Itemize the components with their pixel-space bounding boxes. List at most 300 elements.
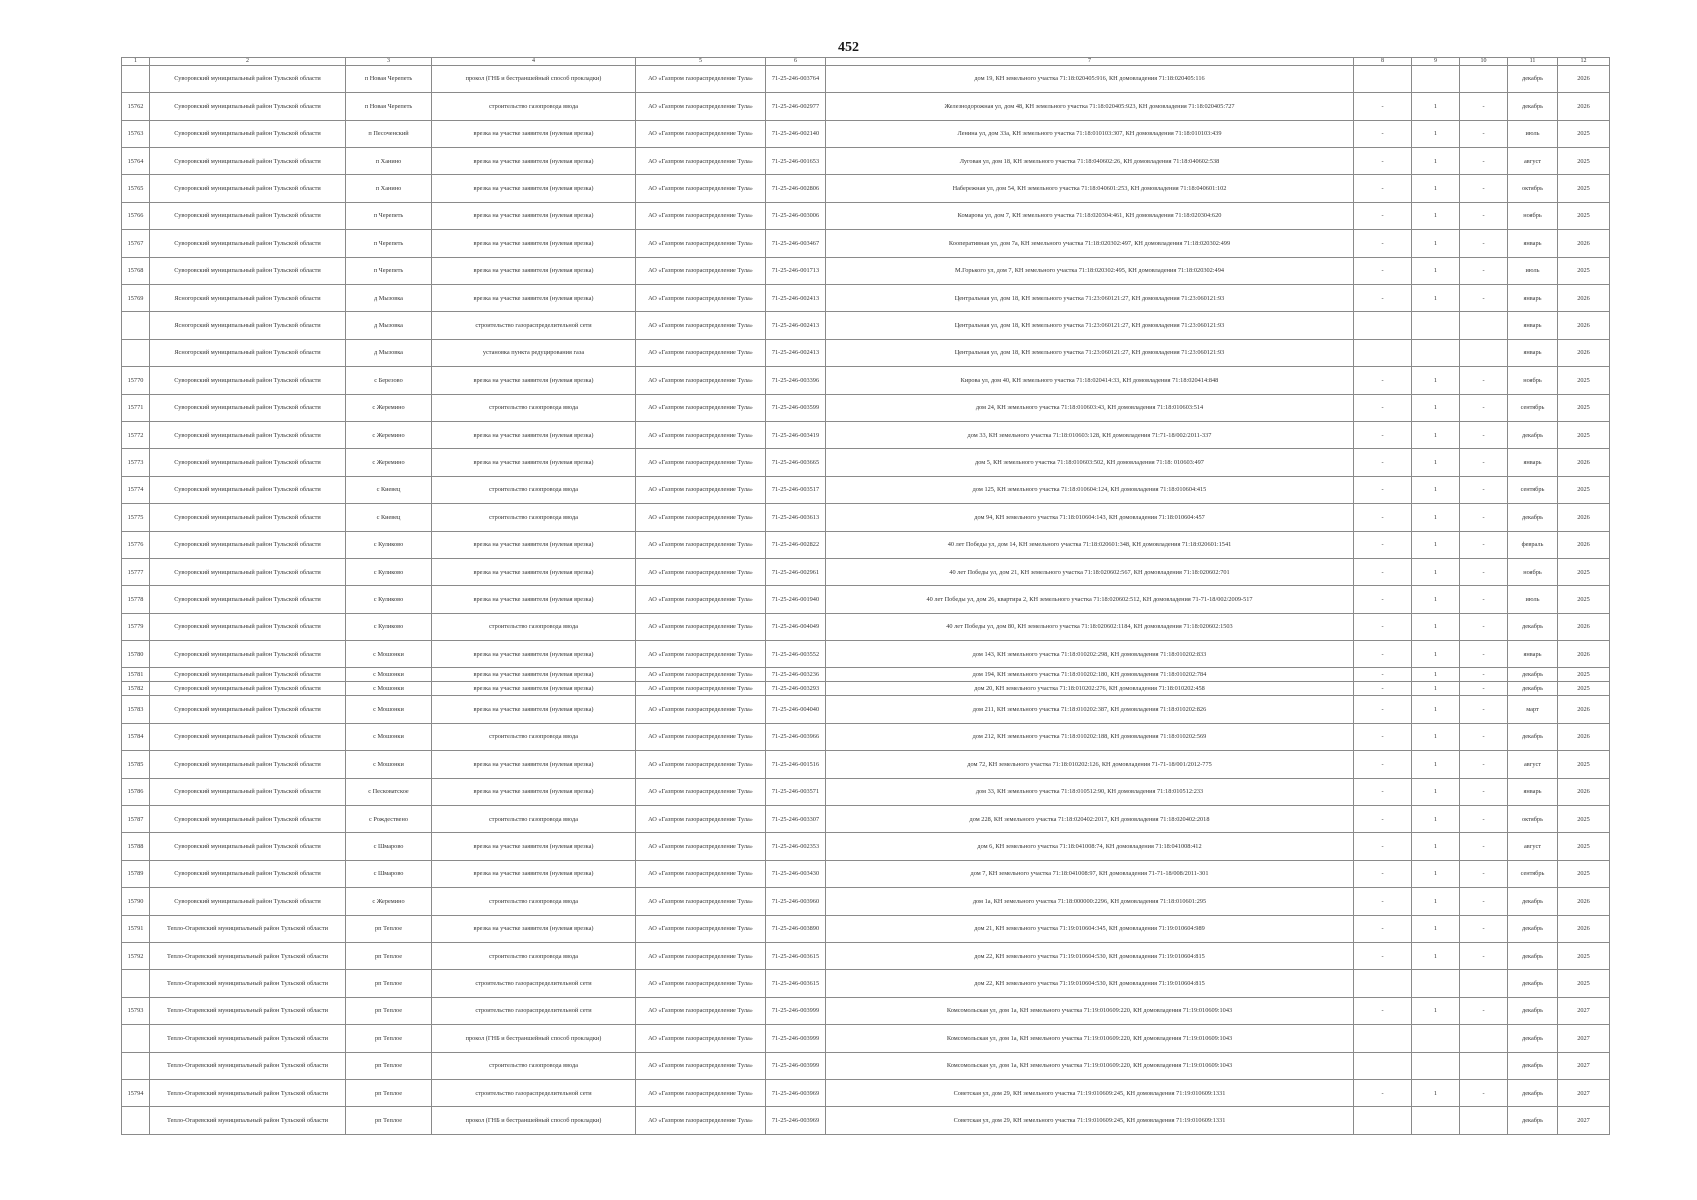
cell-col-9: 1 xyxy=(1412,778,1460,805)
cell-year: 2026 xyxy=(1558,449,1610,476)
cell-col-9: 1 xyxy=(1412,668,1460,682)
cell-col-9: 1 xyxy=(1412,641,1460,668)
cell-organization: АО «Газпром газораспределение Тула» xyxy=(636,230,766,257)
cell-organization: АО «Газпром газораспределение Тула» xyxy=(636,1052,766,1079)
cell-year: 2026 xyxy=(1558,696,1610,723)
cell-application-number: 71-25-246-001516 xyxy=(766,751,826,778)
table-row xyxy=(122,641,1610,668)
cell-col-10: - xyxy=(1460,943,1508,970)
cell-col-8 xyxy=(1354,1052,1412,1079)
cell-application-number: 71-25-246-003615 xyxy=(766,970,826,997)
cell-application-number: 71-25-246-002413 xyxy=(766,285,826,312)
table-row xyxy=(122,915,1610,942)
table-row xyxy=(122,175,1610,202)
cell-col-9: 1 xyxy=(1412,915,1460,942)
cell-organization: АО «Газпром газораспределение Тула» xyxy=(636,285,766,312)
cell-row-number: 15782 xyxy=(122,682,150,696)
cell-row-number: 15772 xyxy=(122,421,150,448)
cell-month: декабрь xyxy=(1508,668,1558,682)
cell-work-type: строительство газопровода ввода xyxy=(432,93,636,120)
cell-col-8: - xyxy=(1354,997,1412,1024)
cell-work-type: врезка на участке заявителя (нулевая врезка) xyxy=(432,668,636,682)
cell-row-number: 15793 xyxy=(122,997,150,1024)
cell-organization: АО «Газпром газораспределение Тула» xyxy=(636,778,766,805)
cell-row-number xyxy=(122,312,150,339)
cell-col-8 xyxy=(1354,1107,1412,1134)
cell-col-8: - xyxy=(1354,751,1412,778)
cell-year: 2025 xyxy=(1558,682,1610,696)
cell-year: 2026 xyxy=(1558,339,1610,366)
cell-settlement: д Мызовка xyxy=(346,339,432,366)
cell-work-type: прокол (ГНБ и бестраншейный способ прокладки) xyxy=(432,1107,636,1134)
cell-settlement: рп Теплое xyxy=(346,1079,432,1106)
table-row xyxy=(122,120,1610,147)
cell-col-9: 1 xyxy=(1412,682,1460,696)
cell-address-cadastral: дом 194, КН земельного участка 71:18:010202:180, КН домовладения 71:18:010202:784 xyxy=(826,668,1354,682)
cell-year: 2027 xyxy=(1558,1025,1610,1052)
cell-col-10: - xyxy=(1460,668,1508,682)
cell-year: 2025 xyxy=(1558,586,1610,613)
cell-work-type: строительство газопровода ввода xyxy=(432,504,636,531)
cell-organization: АО «Газпром газораспределение Тула» xyxy=(636,531,766,558)
cell-work-type: врезка на участке заявителя (нулевая врезка) xyxy=(432,915,636,942)
cell-municipal-district: Суворовский муниципальный район Тульской области xyxy=(150,558,346,585)
cell-settlement: с Куликово xyxy=(346,531,432,558)
cell-address-cadastral: 40 лет Победы ул, дом 80, КН земельного участка 71:18:020602:1184, КН домовладения 71:18:020602:1503 xyxy=(826,613,1354,640)
cell-address-cadastral: дом 125, КН земельного участка 71:18:010604:124, КН домовладения 71:18:010604:415 xyxy=(826,476,1354,503)
cell-row-number xyxy=(122,1025,150,1052)
cell-municipal-district: Суворовский муниципальный район Тульской области xyxy=(150,421,346,448)
cell-col-10: - xyxy=(1460,175,1508,202)
cell-col-9 xyxy=(1412,312,1460,339)
cell-settlement: рп Теплое xyxy=(346,1052,432,1079)
cell-address-cadastral: дом 21, КН земельного участка 71:19:010604:345, КН домовладения 71:19:010604:989 xyxy=(826,915,1354,942)
cell-col-10: - xyxy=(1460,202,1508,229)
cell-month: январь xyxy=(1508,339,1558,366)
cell-month: январь xyxy=(1508,449,1558,476)
cell-year: 2027 xyxy=(1558,1079,1610,1106)
cell-application-number: 71-25-246-002822 xyxy=(766,531,826,558)
cell-municipal-district: Суворовский муниципальный район Тульской области xyxy=(150,778,346,805)
cell-work-type: врезка на участке заявителя (нулевая врезка) xyxy=(432,285,636,312)
table-row xyxy=(122,970,1610,997)
cell-municipal-district: Суворовский муниципальный район Тульской области xyxy=(150,230,346,257)
cell-address-cadastral: 40 лет Победы ул, дом 21, КН земельного участка 71:18:020602:567, КН домовладения 71:18:020602:701 xyxy=(826,558,1354,585)
cell-year: 2025 xyxy=(1558,833,1610,860)
cell-application-number: 71-25-246-002353 xyxy=(766,833,826,860)
cell-col-8: - xyxy=(1354,806,1412,833)
cell-application-number: 71-25-246-002140 xyxy=(766,120,826,147)
cell-year: 2026 xyxy=(1558,285,1610,312)
cell-address-cadastral: Советская ул, дом 29, КН земельного участка 71:19:010609:245, КН домовладения 71:19:010609:1331 xyxy=(826,1107,1354,1134)
cell-row-number: 15792 xyxy=(122,943,150,970)
cell-application-number: 71-25-246-003307 xyxy=(766,806,826,833)
cell-row-number: 15791 xyxy=(122,915,150,942)
table-row xyxy=(122,93,1610,120)
cell-settlement: с Рождествено xyxy=(346,806,432,833)
cell-row-number: 15775 xyxy=(122,504,150,531)
cell-col-10: - xyxy=(1460,230,1508,257)
cell-address-cadastral: дом 33, КН земельного участка 71:18:010512:90, КН домовладения 71:18:010512:233 xyxy=(826,778,1354,805)
cell-settlement: п Черепеть xyxy=(346,202,432,229)
cell-work-type: строительство газопровода ввода xyxy=(432,806,636,833)
table-row xyxy=(122,586,1610,613)
table-row xyxy=(122,531,1610,558)
cell-organization: АО «Газпром газораспределение Тула» xyxy=(636,682,766,696)
cell-application-number: 71-25-246-003571 xyxy=(766,778,826,805)
cell-row-number: 15766 xyxy=(122,202,150,229)
cell-work-type: врезка на участке заявителя (нулевая врезка) xyxy=(432,586,636,613)
cell-col-8: - xyxy=(1354,888,1412,915)
cell-col-9 xyxy=(1412,339,1460,366)
cell-organization: АО «Газпром газораспределение Тула» xyxy=(636,915,766,942)
cell-col-9: 1 xyxy=(1412,860,1460,887)
table-row xyxy=(122,1052,1610,1079)
cell-row-number: 15769 xyxy=(122,285,150,312)
cell-organization: АО «Газпром газораспределение Тула» xyxy=(636,751,766,778)
cell-col-8: - xyxy=(1354,449,1412,476)
cell-col-9: 1 xyxy=(1412,888,1460,915)
cell-row-number: 15790 xyxy=(122,888,150,915)
cell-address-cadastral: Советская ул, дом 29, КН земельного участка 71:19:010609:245, КН домовладения 71:19:010609:1331 xyxy=(826,1079,1354,1106)
cell-col-8: - xyxy=(1354,285,1412,312)
cell-settlement: рп Теплое xyxy=(346,915,432,942)
cell-municipal-district: Суворовский муниципальный район Тульской области xyxy=(150,476,346,503)
cell-col-8: - xyxy=(1354,93,1412,120)
cell-month: январь xyxy=(1508,230,1558,257)
gasification-schedule-table xyxy=(121,57,1610,1135)
cell-settlement: п Новая Черепеть xyxy=(346,93,432,120)
cell-application-number: 71-25-246-002806 xyxy=(766,175,826,202)
cell-col-10: - xyxy=(1460,751,1508,778)
cell-application-number: 71-25-246-003552 xyxy=(766,641,826,668)
cell-address-cadastral: Ленина ул, дом 33а, КН земельного участка 71:18:010103:307, КН домовладения 71:18:010103:439 xyxy=(826,120,1354,147)
cell-organization: АО «Газпром газораспределение Тула» xyxy=(636,833,766,860)
cell-row-number: 15783 xyxy=(122,696,150,723)
cell-col-10: - xyxy=(1460,888,1508,915)
cell-address-cadastral: Кооперативная ул, дом 7а, КН земельного участка 71:18:020302:497, КН домовладения 71:18:020302:499 xyxy=(826,230,1354,257)
cell-col-9 xyxy=(1412,1025,1460,1052)
cell-col-10: - xyxy=(1460,586,1508,613)
table-row xyxy=(122,312,1610,339)
cell-application-number: 71-25-246-002413 xyxy=(766,339,826,366)
table-row xyxy=(122,558,1610,585)
cell-municipal-district: Суворовский муниципальный район Тульской области xyxy=(150,148,346,175)
cell-municipal-district: Суворовский муниципальный район Тульской области xyxy=(150,682,346,696)
table-row xyxy=(122,668,1610,682)
cell-col-8: - xyxy=(1354,613,1412,640)
cell-address-cadastral: дом 5, КН земельного участка 71:18:010603:502, КН домовладения 71:18: 010603:497 xyxy=(826,449,1354,476)
cell-row-number: 15789 xyxy=(122,860,150,887)
table-row xyxy=(122,339,1610,366)
cell-year: 2026 xyxy=(1558,723,1610,750)
table-row xyxy=(122,833,1610,860)
cell-month: март xyxy=(1508,696,1558,723)
cell-organization: АО «Газпром газораспределение Тула» xyxy=(636,148,766,175)
table-row xyxy=(122,1107,1610,1134)
cell-municipal-district: Суворовский муниципальный район Тульской области xyxy=(150,531,346,558)
cell-organization: АО «Газпром газораспределение Тула» xyxy=(636,120,766,147)
cell-col-10: - xyxy=(1460,723,1508,750)
cell-col-8: - xyxy=(1354,696,1412,723)
cell-application-number: 71-25-246-003960 xyxy=(766,888,826,915)
cell-month: декабрь xyxy=(1508,888,1558,915)
cell-work-type: строительство газопровода ввода xyxy=(432,888,636,915)
cell-col-9: 1 xyxy=(1412,751,1460,778)
cell-organization: АО «Газпром газораспределение Тула» xyxy=(636,558,766,585)
cell-col-8: - xyxy=(1354,943,1412,970)
cell-organization: АО «Газпром газораспределение Тула» xyxy=(636,476,766,503)
cell-settlement: с Куликово xyxy=(346,613,432,640)
cell-row-number: 15768 xyxy=(122,257,150,284)
cell-month: ноябрь xyxy=(1508,202,1558,229)
cell-municipal-district: Суворовский муниципальный район Тульской области xyxy=(150,394,346,421)
cell-work-type: врезка на участке заявителя (нулевая врезка) xyxy=(432,641,636,668)
cell-col-10: - xyxy=(1460,860,1508,887)
cell-col-9 xyxy=(1412,1052,1460,1079)
cell-row-number xyxy=(122,970,150,997)
table-row xyxy=(122,257,1610,284)
cell-address-cadastral: Центральная ул, дом 18, КН земельного участка 71:23:060121:27, КН домовладения 71:23:060121:93 xyxy=(826,312,1354,339)
cell-row-number: 15784 xyxy=(122,723,150,750)
cell-organization: АО «Газпром газораспределение Тула» xyxy=(636,696,766,723)
cell-application-number: 71-25-246-003615 xyxy=(766,943,826,970)
cell-settlement: с Мошонки xyxy=(346,723,432,750)
cell-col-9: 1 xyxy=(1412,148,1460,175)
cell-month: август xyxy=(1508,751,1558,778)
cell-col-10 xyxy=(1460,970,1508,997)
cell-month: июль xyxy=(1508,257,1558,284)
cell-organization: АО «Газпром газораспределение Тула» xyxy=(636,888,766,915)
cell-application-number: 71-25-246-003966 xyxy=(766,723,826,750)
cell-application-number: 71-25-246-003613 xyxy=(766,504,826,531)
cell-col-8: - xyxy=(1354,120,1412,147)
cell-municipal-district: Суворовский муниципальный район Тульской области xyxy=(150,668,346,682)
cell-address-cadastral: Центральная ул, дом 18, КН земельного участка 71:23:060121:27, КН домовладения 71:23:060121:93 xyxy=(826,339,1354,366)
cell-application-number: 71-25-246-003999 xyxy=(766,997,826,1024)
cell-application-number: 71-25-246-003999 xyxy=(766,1025,826,1052)
cell-year: 2026 xyxy=(1558,65,1610,92)
page-number: 452 xyxy=(838,40,859,55)
table-row xyxy=(122,65,1610,92)
cell-col-8: - xyxy=(1354,175,1412,202)
column-header: 3 xyxy=(346,58,432,66)
column-header: 10 xyxy=(1460,58,1508,66)
cell-month: январь xyxy=(1508,312,1558,339)
cell-col-8: - xyxy=(1354,778,1412,805)
cell-col-9: 1 xyxy=(1412,558,1460,585)
cell-col-10: - xyxy=(1460,696,1508,723)
cell-organization: АО «Газпром газораспределение Тула» xyxy=(636,613,766,640)
table-row xyxy=(122,696,1610,723)
cell-row-number: 15779 xyxy=(122,613,150,640)
cell-organization: АО «Газпром газораспределение Тула» xyxy=(636,504,766,531)
cell-month: декабрь xyxy=(1508,504,1558,531)
cell-year: 2025 xyxy=(1558,668,1610,682)
cell-settlement: п Черепеть xyxy=(346,230,432,257)
cell-year: 2025 xyxy=(1558,806,1610,833)
table-row xyxy=(122,943,1610,970)
cell-settlement: с Мошонки xyxy=(346,696,432,723)
cell-year: 2025 xyxy=(1558,421,1610,448)
cell-municipal-district: Ясногорский муниципальный район Тульской области xyxy=(150,312,346,339)
cell-col-9: 1 xyxy=(1412,1079,1460,1106)
cell-organization: АО «Газпром газораспределение Тула» xyxy=(636,1079,766,1106)
cell-month: декабрь xyxy=(1508,970,1558,997)
cell-year: 2026 xyxy=(1558,888,1610,915)
cell-year: 2025 xyxy=(1558,476,1610,503)
cell-organization: АО «Газпром газораспределение Тула» xyxy=(636,1025,766,1052)
table-row xyxy=(122,888,1610,915)
cell-address-cadastral: дом 33, КН земельного участка 71:18:010603:128, КН домовладения 71:71-18/002/2011-337 xyxy=(826,421,1354,448)
cell-organization: АО «Газпром газораспределение Тула» xyxy=(636,641,766,668)
cell-col-10 xyxy=(1460,312,1508,339)
cell-municipal-district: Тепло-Огаревский муниципальный район Тульской области xyxy=(150,997,346,1024)
cell-work-type: врезка на участке заявителя (нулевая врезка) xyxy=(432,778,636,805)
cell-organization: АО «Газпром газораспределение Тула» xyxy=(636,367,766,394)
column-header: 9 xyxy=(1412,58,1460,66)
cell-col-9: 1 xyxy=(1412,806,1460,833)
cell-municipal-district: Тепло-Огаревский муниципальный район Тульской области xyxy=(150,970,346,997)
cell-municipal-district: Тепло-Огаревский муниципальный район Тульской области xyxy=(150,943,346,970)
cell-col-8 xyxy=(1354,339,1412,366)
cell-address-cadastral: дом 212, КН земельного участка 71:18:010202:188, КН домовладения 71:18:010202:569 xyxy=(826,723,1354,750)
cell-municipal-district: Тепло-Огаревский муниципальный район Тульской области xyxy=(150,1079,346,1106)
cell-col-8: - xyxy=(1354,148,1412,175)
cell-month: декабрь xyxy=(1508,93,1558,120)
cell-work-type: врезка на участке заявителя (нулевая врезка) xyxy=(432,120,636,147)
cell-year: 2025 xyxy=(1558,367,1610,394)
cell-application-number: 71-25-246-003006 xyxy=(766,202,826,229)
cell-month: декабрь xyxy=(1508,997,1558,1024)
cell-address-cadastral: 40 лет Победы ул, дом 26, квартира 2, КН земельного участка 71:18:020602:512, КН домовладения 71-71-18/002/2009-517 xyxy=(826,586,1354,613)
cell-year: 2025 xyxy=(1558,970,1610,997)
cell-organization: АО «Газпром газораспределение Тула» xyxy=(636,668,766,682)
cell-col-9: 1 xyxy=(1412,943,1460,970)
cell-organization: АО «Газпром газораспределение Тула» xyxy=(636,421,766,448)
cell-col-9: 1 xyxy=(1412,833,1460,860)
cell-col-9: 1 xyxy=(1412,449,1460,476)
cell-col-9: 1 xyxy=(1412,120,1460,147)
cell-application-number: 71-25-246-001713 xyxy=(766,257,826,284)
cell-address-cadastral: Луговая ул, дом 18, КН земельного участка 71:18:040602:26, КН домовладения 71:18:040602:538 xyxy=(826,148,1354,175)
cell-col-8: - xyxy=(1354,915,1412,942)
cell-col-10: - xyxy=(1460,806,1508,833)
cell-col-9: 1 xyxy=(1412,175,1460,202)
cell-address-cadastral: дом 24, КН земельного участка 71:18:010603:43, КН домовладения 71:18:010603:514 xyxy=(826,394,1354,421)
cell-col-9: 1 xyxy=(1412,696,1460,723)
cell-municipal-district: Суворовский муниципальный район Тульской области xyxy=(150,641,346,668)
cell-month: декабрь xyxy=(1508,1107,1558,1134)
cell-year: 2025 xyxy=(1558,148,1610,175)
cell-col-10: - xyxy=(1460,682,1508,696)
cell-col-8: - xyxy=(1354,682,1412,696)
cell-settlement: с Песковатское xyxy=(346,778,432,805)
cell-settlement: с Мошонки xyxy=(346,668,432,682)
cell-application-number: 71-25-246-003599 xyxy=(766,394,826,421)
cell-municipal-district: Суворовский муниципальный район Тульской области xyxy=(150,504,346,531)
cell-work-type: врезка на участке заявителя (нулевая врезка) xyxy=(432,230,636,257)
cell-settlement: рп Теплое xyxy=(346,997,432,1024)
table-row xyxy=(122,476,1610,503)
cell-application-number: 71-25-246-003890 xyxy=(766,915,826,942)
cell-organization: АО «Газпром газораспределение Тула» xyxy=(636,93,766,120)
cell-row-number: 15785 xyxy=(122,751,150,778)
cell-address-cadastral: дом 228, КН земельного участка 71:18:020402:2017, КН домовладения 71:18:020402:2018 xyxy=(826,806,1354,833)
cell-settlement: п Ханино xyxy=(346,175,432,202)
cell-municipal-district: Суворовский муниципальный район Тульской области xyxy=(150,806,346,833)
cell-col-10: - xyxy=(1460,394,1508,421)
table-row xyxy=(122,1025,1610,1052)
cell-organization: АО «Газпром газораспределение Тула» xyxy=(636,394,766,421)
cell-address-cadastral: Комарова ул, дом 7, КН земельного участка 71:18:020304:461, КН домовладения 71:18:020304:620 xyxy=(826,202,1354,229)
cell-col-9: 1 xyxy=(1412,997,1460,1024)
cell-settlement: рп Теплое xyxy=(346,970,432,997)
cell-application-number: 71-25-246-003467 xyxy=(766,230,826,257)
cell-settlement: с Куликово xyxy=(346,558,432,585)
cell-work-type: врезка на участке заявителя (нулевая врезка) xyxy=(432,421,636,448)
cell-application-number: 71-25-246-004040 xyxy=(766,696,826,723)
cell-application-number: 71-25-246-003517 xyxy=(766,476,826,503)
cell-col-9: 1 xyxy=(1412,93,1460,120)
cell-col-9: 1 xyxy=(1412,202,1460,229)
cell-organization: АО «Газпром газораспределение Тула» xyxy=(636,970,766,997)
cell-col-10: - xyxy=(1460,476,1508,503)
column-header: 2 xyxy=(150,58,346,66)
cell-col-8: - xyxy=(1354,558,1412,585)
cell-col-10: - xyxy=(1460,504,1508,531)
cell-organization: АО «Газпром газораспределение Тула» xyxy=(636,202,766,229)
cell-year: 2025 xyxy=(1558,394,1610,421)
cell-row-number: 15778 xyxy=(122,586,150,613)
cell-col-8: - xyxy=(1354,421,1412,448)
cell-row-number: 15774 xyxy=(122,476,150,503)
cell-year: 2026 xyxy=(1558,504,1610,531)
cell-application-number: 71-25-246-001653 xyxy=(766,148,826,175)
cell-col-8: - xyxy=(1354,230,1412,257)
cell-work-type: врезка на участке заявителя (нулевая врезка) xyxy=(432,257,636,284)
table-row xyxy=(122,778,1610,805)
column-header: 5 xyxy=(636,58,766,66)
cell-col-8 xyxy=(1354,970,1412,997)
cell-month: октябрь xyxy=(1508,806,1558,833)
cell-settlement: с Мошонки xyxy=(346,751,432,778)
cell-col-10: - xyxy=(1460,613,1508,640)
cell-organization: АО «Газпром газораспределение Тула» xyxy=(636,339,766,366)
cell-row-number: 15771 xyxy=(122,394,150,421)
cell-organization: АО «Газпром газораспределение Тула» xyxy=(636,449,766,476)
cell-col-10: - xyxy=(1460,367,1508,394)
cell-address-cadastral: Комсомольская ул, дом 1а, КН земельного участка 71:19:010609:220, КН домовладения 71:19:010609:1043 xyxy=(826,1025,1354,1052)
cell-year: 2026 xyxy=(1558,613,1610,640)
cell-col-9: 1 xyxy=(1412,257,1460,284)
cell-col-8: - xyxy=(1354,476,1412,503)
cell-row-number xyxy=(122,339,150,366)
cell-work-type: прокол (ГНБ и бестраншейный способ прокладки) xyxy=(432,65,636,92)
cell-work-type: строительство газораспределительной сети xyxy=(432,970,636,997)
cell-year: 2026 xyxy=(1558,230,1610,257)
cell-col-9: 1 xyxy=(1412,504,1460,531)
cell-municipal-district: Тепло-Огаревский муниципальный район Тульской области xyxy=(150,1025,346,1052)
cell-col-10: - xyxy=(1460,915,1508,942)
cell-address-cadastral: дом 7, КН земельного участка 71:18:041008:97, КН домовладения 71-71-18/008/2011-301 xyxy=(826,860,1354,887)
cell-work-type: врезка на участке заявителя (нулевая врезка) xyxy=(432,175,636,202)
cell-col-8 xyxy=(1354,312,1412,339)
cell-address-cadastral: дом 143, КН земельного участка 71:18:010202:298, КН домовладения 71:18:010202:833 xyxy=(826,641,1354,668)
cell-col-8: - xyxy=(1354,531,1412,558)
cell-col-8: - xyxy=(1354,833,1412,860)
cell-address-cadastral: дом 6, КН земельного участка 71:18:041008:74, КН домовладения 71:18:041008:412 xyxy=(826,833,1354,860)
